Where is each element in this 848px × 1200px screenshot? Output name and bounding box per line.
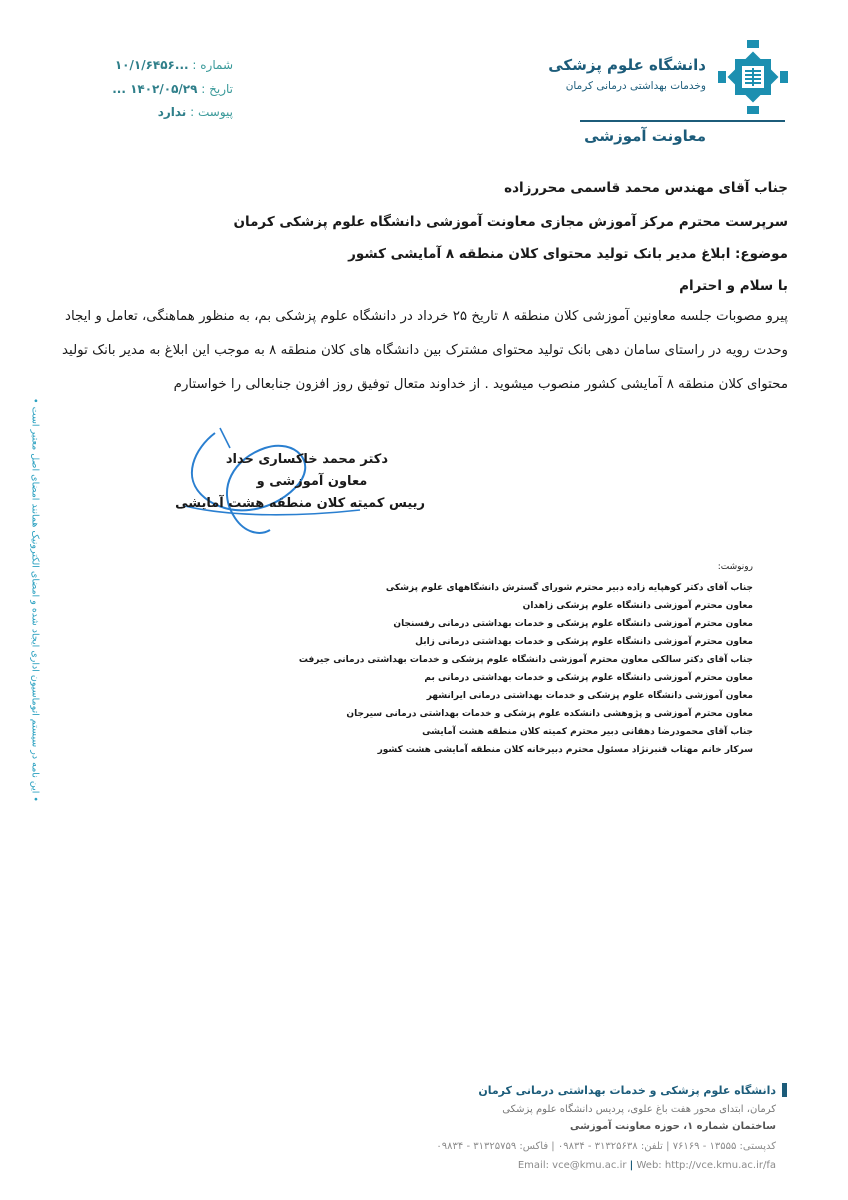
university-subtitle: وخدمات بهداشتی درمانی کرمان [565,80,706,92]
cc-title: رونوشت: [717,562,753,572]
university-name: دانشگاه علوم پزشکی [548,56,706,74]
letter-number-label: شماره : [192,58,233,72]
letter-body-line: وحدت رویه در راستای سامان دهی بانک تولید محتوای مشترک بین دانشگاه های کلان منطقه ۸ به موجب این ابلاغ به مدیر بانک تولید [62,343,788,358]
letter-date-value: ۱۴۰۲/۰۵/۲۹ ... [112,82,198,96]
footer-website-link[interactable]: Web: http://vce.kmu.ac.ir/fa [636,1160,776,1171]
footer-contact-numbers: کدپستی: ۱۳۵۵۵ - ۷۶۱۶۹ | تلفن: ۳۱۳۲۵۶۳۸ - ۰۹۸۳۴ | فاکس: ۳۱۳۲۵۷۵۹ - ۰۹۸۳۴ [436,1141,776,1152]
header-divider [580,120,785,122]
letter-date-label: تاریخ : [201,82,233,96]
signatory-title: معاون آموزشی و [256,474,368,489]
letter-attachment [158,105,233,119]
letter-date [112,82,233,96]
letter-body-line: محتوای کلان منطقه ۸ آمایشی کشور منصوب میشوید . از خداوند متعال توفیق روز افزون جنابعالی را خواستارم [173,377,788,392]
footer-address: کرمان، ابتدای محور هفت باغ علوی، پردیس دانشگاه علوم پزشکی [502,1104,776,1115]
footer-accent-bar [782,1083,787,1097]
electronic-signature-note-text: • این نامه در سیستم اتوماسیون اداری ایجاد شده و امضای الکترونیک همانند امضای اصل معتبر است • [29,397,41,803]
signatory-name: دکتر محمد خاکساری حداد [225,452,388,467]
cc-item: معاون محترم آموزشی دانشگاه علوم پزشکی و خدمات بهداشتی درمانی بم [424,673,753,683]
letter-number-value: ...۱۰/۱/۶۴۵۶ [114,58,189,72]
footer-email[interactable]: Email: vce@kmu.ac.ir [517,1160,627,1171]
letter-subject: موضوع: ابلاغ مدیر بانک تولید محتوای کلان منطقه ۸ آمایشی کشور [348,246,788,262]
cc-item: جناب آقای محمودرضا دهقانی دبیر محترم کمیته کلان منطقه هشت آمایشی [422,727,753,737]
cc-item: معاون محترم آموزشی دانشگاه علوم پزشکی و خدمات بهداشتی درمانی رفسنجان [393,619,753,629]
electronic-signature-note [28,390,42,810]
department-name: معاونت آموزشی [584,127,706,145]
letter-attachment-label: پیوست : [190,105,233,119]
letter-number [115,58,233,72]
footer-university-name: دانشگاه علوم پزشکی و خدمات بهداشتی درمانی کرمان [478,1084,776,1097]
footer-web-contact [518,1160,776,1171]
recipient-line: جناب آقای مهندس محمد قاسمی محررزاده [504,180,788,196]
cc-item: سرکار خانم مهتاب قنبرنژاد مسئول محترم دبیرخانه کلان منطقه آمایشی هشت کشور [377,745,753,755]
university-logo-icon [718,40,788,114]
cc-item: معاون آموزشی دانشگاه علوم پزشکی و خدمات بهداشتی درمانی ایرانشهر [426,691,753,701]
cc-item: جناب آقای دکتر سالکی معاون محترم آموزشی دانشگاه علوم پزشکی و خدمات بهداشتی درمانی جیرفت [298,655,753,665]
cc-item: معاون محترم آموزشی دانشگاه علوم پزشکی و خدمات بهداشتی درمانی زابل [415,637,753,647]
cc-item: معاون محترم آموزشی و پژوهشی دانشکده علوم پزشکی و خدمات بهداشتی درمانی سیرجان [346,709,753,719]
cc-item: معاون محترم آموزشی دانشگاه علوم پزشکی زاهدان [522,601,753,611]
recipient-position: سرپرست محترم مرکز آموزش مجازی معاونت آموزشی دانشگاه علوم پزشکی کرمان [233,214,788,230]
letter-body-line: پیرو مصوبات جلسه معاونین آموزشی کلان منطقه ۸ تاریخ ۲۵ خرداد در دانشگاه علوم پزشکی بم، به منظور هماهنگی، تعامل و ایجاد [65,309,788,324]
letter-body [58,300,788,402]
footer-separator: | [629,1160,634,1171]
footer-building: ساختمان شماره ۱، حوزه معاونت آموزشی [569,1121,776,1132]
signatory-title-secondary: رییس کمیته کلان منطقه هشت آمایشی [175,496,425,511]
cc-item: جناب آقای دکتر کوهپایه زاده دبیر محترم شورای گسترش دانشگاههای علوم پزشکی [385,583,753,593]
greeting: با سلام و احترام [679,278,788,294]
letter-attachment-value: ندارد [157,105,187,119]
